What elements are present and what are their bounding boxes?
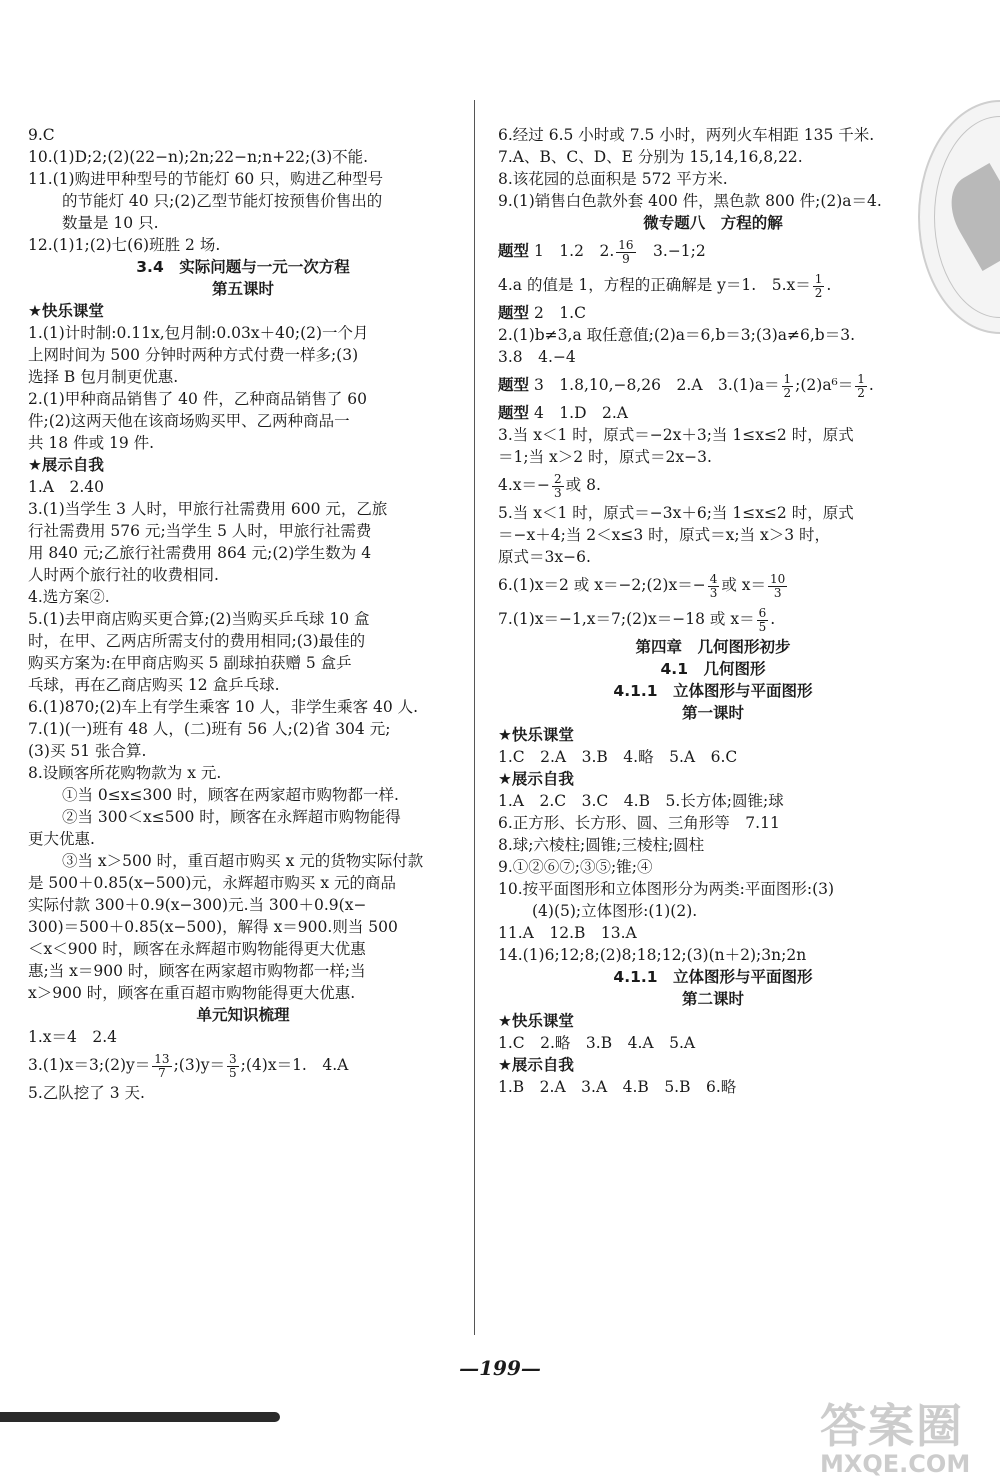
answer-line: 原式＝3x−6. (498, 548, 591, 566)
answer-line: 上网时间为 500 分钟时两种方式付费一样多;(3) (28, 346, 359, 364)
answer-line (498, 402, 928, 424)
answer-line: 3.当 x＜1 时，原式＝−2x＋3;当 1≤x≤2 时，原式 (498, 426, 854, 444)
answer-line: 8.该花园的总面积是 572 平方米. (498, 170, 728, 188)
answer-line: 实际付款 300＋0.9(x−300)元.当 300＋0.9(x− (28, 896, 367, 914)
section-heading: 4.1.1 立体图形与平面图形 (613, 682, 813, 700)
numerator: 2 (554, 471, 562, 486)
answer-line: 乓球，再在乙商店购买 12 盒乒乓球. (28, 676, 280, 694)
answer-line: 惠;当 x＝900 时，顾客在两家超市购物都一样;当 (28, 962, 366, 980)
scan-edge-mark (0, 1412, 280, 1422)
answer-line (498, 268, 928, 302)
answer-line: 时，在甲、乙两店所需支付的费用相同;(3)最佳的 (28, 632, 366, 650)
fraction (552, 473, 564, 500)
numerator: 1 (783, 371, 792, 386)
answer-text: . (868, 376, 874, 394)
answer-line: 用 840 元;乙旅行社需费用 864 元;(2)学生数为 4 (28, 544, 372, 562)
subsection-heading: ★展示自我 (28, 456, 104, 474)
denominator: 2 (814, 285, 823, 300)
answer-line: ②当 300＜x≤500 时，顾客在永辉超市购物能得 (62, 808, 401, 826)
answer-line: 1.C 2.A 3.B 4.略 5.A 6.C (498, 748, 738, 766)
answer-line: 1.B 2.A 3.A 4.B 5.B 6.略 (498, 1078, 737, 1096)
answer-line: 选择 B 包月制更优惠. (28, 368, 179, 386)
answer-text: 4.a 的值是 1，方程的正确解是 y＝1. 5.x＝ (498, 276, 811, 294)
answer-line: 11.(1)购进甲种型号的节能灯 60 只，购进乙种型号 (28, 170, 384, 188)
subsection-heading: ★快乐课堂 (498, 1012, 574, 1030)
watermark-logo-text: 答案圈 (820, 1399, 964, 1453)
fraction (757, 607, 769, 634)
denominator: 3 (709, 585, 718, 600)
answer-line (498, 468, 928, 502)
answer-line: 5.当 x＜1 时，原式＝−3x＋6;当 1≤x≤2 时，原式 (498, 504, 854, 522)
numerator: 3 (229, 1051, 237, 1066)
answer-text: . (770, 610, 776, 628)
subsection-heading: ★展示自我 (498, 770, 574, 788)
answer-line: ③当 x＞500 时，重百超市购买 x 元的货物实际付款 (62, 852, 424, 870)
question-type-label: 题型 (498, 404, 530, 422)
answer-line: (4)(5);立体图形:(1)(2). (532, 902, 698, 920)
fraction (782, 373, 794, 400)
answer-line: 300)＝500＋0.85(x−500)，解得 x＝900.则当 500 (28, 918, 398, 936)
answer-line: 9.①②⑥⑦;③⑤;锥;④ (498, 858, 653, 876)
answer-line: 数量是 10 只. (62, 214, 159, 232)
section-heading: 4.1.1 立体图形与平面图形 (613, 968, 813, 986)
answer-line: 7.A、B、C、D、E 分别为 15,14,16,8,22. (498, 148, 803, 166)
answer-line: 9.C (28, 126, 55, 144)
answer-line: 购买方案为:在甲商店购买 5 副球拍获赠 5 盒乒 (28, 654, 352, 672)
section-heading: 单元知识梳理 (196, 1006, 290, 1024)
answer-line: 人时两个旅行社的收费相同. (28, 566, 219, 584)
lesson-heading: 第五课时 (211, 280, 274, 298)
answer-line: 1.A 2.40 (28, 478, 104, 496)
denominator: 2 (857, 385, 865, 400)
fraction (813, 273, 825, 300)
answer-line: 2.(1)甲种商品销售了 40 件，乙种商品销售了 60 (28, 390, 367, 408)
numerator: 6 (758, 605, 767, 620)
answer-text: 或 8. (565, 476, 601, 494)
answer-line: 1.(1)计时制:0.11x,包月制:0.03x＋40;(2)一个月 (28, 324, 369, 342)
fraction (152, 1053, 171, 1080)
answer-line: 3.(1)当学生 3 人时，甲旅行社需费用 600 元，乙旅 (28, 500, 388, 518)
answer-line: 件;(2)这两天他在该商场购买甲、乙两种商品一 (28, 412, 350, 430)
answer-line: 1.C 2.略 3.B 4.A 5.A (498, 1034, 696, 1052)
answer-text: 3.−1;2 (637, 242, 706, 260)
chapter-heading: 第四章 几何图形初步 (635, 638, 791, 656)
answer-line: (3)买 51 张合算. (28, 742, 147, 760)
denominator: 5 (758, 619, 767, 634)
answer-text: ;(4)x＝1. 4.A (240, 1056, 349, 1074)
right-column (498, 124, 928, 1098)
publisher-seal (918, 100, 1000, 334)
numerator: 1 (814, 271, 823, 286)
answer-line (498, 302, 928, 324)
question-type-label: 题型 (498, 376, 530, 394)
answer-line: 10.(1)D;2;(2)(22−n);2n;22−n;n+22;(3)不能. (28, 148, 369, 166)
page-number: —199— (459, 1356, 541, 1380)
section-heading: 微专题八 方程的解 (643, 214, 783, 232)
answer-line: 9.(1)销售白色款外套 400 件，黑色款 800 件;(2)a＝4. (498, 192, 882, 210)
answer-line: 2.(1)b≠3,a 取任意值;(2)a＝6,b＝3;(3)a≠6,b＝3. (498, 326, 856, 344)
lesson-heading: 第一课时 (681, 704, 744, 722)
fraction (768, 573, 787, 600)
answer-line (498, 368, 928, 402)
answer-line: ＝1;当 x＞2 时，原式＝2x−3. (498, 448, 712, 466)
subsection-heading: ★展示自我 (498, 1056, 574, 1074)
answer-text: 3.(1)x＝3;(2)y＝ (28, 1056, 151, 1074)
answer-line: x＞900 时，顾客在重百超市购物能得更大优惠. (28, 984, 356, 1002)
answer-line: 1.A 2.C 3.C 4.B 5.长方体;圆锥;球 (498, 792, 784, 810)
answer-line: 共 18 件或 19 件. (28, 434, 155, 452)
answer-text: 4 1.D 2.A (529, 404, 629, 422)
answer-line: 行社需费用 576 元;当学生 5 人时，甲旅行社需费 (28, 522, 372, 540)
answer-text: 7.(1)x＝−1,x＝7;(2)x＝−18 或 x＝ (498, 610, 755, 628)
answer-line: 8.球;六棱柱;圆锥;三棱柱;圆柱 (498, 836, 705, 854)
answer-line: 6.经过 6.5 小时或 7.5 小时，两列火车相距 135 千米. (498, 126, 875, 144)
section-heading: 3.4 实际问题与一元一次方程 (136, 258, 350, 276)
answer-line: 11.A 12.B 13.A (498, 924, 637, 942)
answer-line: 4.选方案②. (28, 588, 110, 606)
answer-text: 或 x＝ (721, 576, 767, 594)
answer-line: 1.x＝4 2.4 (28, 1028, 118, 1046)
question-type-label: 题型 (498, 304, 530, 322)
subsection-heading: ★快乐课堂 (28, 302, 104, 320)
fraction (855, 373, 867, 400)
answer-line: ＜x＜900 时，顾客在永辉超市购物能得更大优惠 (28, 940, 366, 958)
answer-line: 的节能灯 40 只;(2)乙型节能灯按预售价售出的 (62, 192, 383, 210)
fraction (616, 239, 635, 266)
answer-text: 3 1.8,10,−8,26 2.A 3.(1)a＝ (529, 376, 780, 394)
denominator: 3 (773, 585, 782, 600)
question-type-label: 题型 (498, 242, 530, 260)
denominator: 2 (783, 385, 792, 400)
answer-line: 12.(1)1;(2)七(6)班胜 2 场. (28, 236, 221, 254)
answer-line: 10.按平面图形和立体图形分为两类:平面图形:(3) (498, 880, 835, 898)
answer-line: 更大优惠. (28, 830, 95, 848)
answer-line: 6.正方形、长方形、圆、三角形等 7.11 (498, 814, 780, 832)
answer-line: 5.(1)去甲商店购买更合算;(2)当购买乒乓球 10 盒 (28, 610, 370, 628)
numerator: 10 (770, 571, 786, 586)
answer-text: ;(3)y＝ (173, 1056, 226, 1074)
subsection-heading: ★快乐课堂 (498, 726, 574, 744)
answer-line: 5.乙队挖了 3 天. (28, 1084, 145, 1102)
answer-line: 7.(1)(一)班有 48 人，(二)班有 56 人;(2)省 304 元; (28, 720, 391, 738)
section-heading: 4.1 几何图形 (660, 660, 766, 678)
denominator: 3 (554, 485, 562, 500)
denominator: 9 (622, 251, 630, 266)
answer-text: 1 1.2 2. (529, 242, 615, 260)
answer-line (28, 1048, 458, 1082)
answer-line: 3.8 4.−4 (498, 348, 576, 366)
answer-text: 2 1.C (529, 304, 586, 322)
answer-line: ①当 0≤x≤300 时，顾客在两家超市购物都一样. (62, 786, 399, 804)
answer-line: ＝−x＋4;当 2＜x≤3 时，原式＝x;当 x＞3 时， (498, 526, 831, 544)
answer-line (498, 602, 928, 636)
answer-line: 是 500＋0.85(x−500)元，永辉超市购买 x 元的商品 (28, 874, 397, 892)
denominator: 5 (229, 1065, 237, 1080)
watermark-url: MXQE.COM (820, 1450, 971, 1478)
answer-text: ;(2)a⁶＝ (795, 376, 854, 394)
denominator: 7 (158, 1065, 166, 1080)
numerator: 13 (154, 1051, 170, 1066)
answer-text: 4.x＝− (498, 476, 551, 494)
answer-line (498, 234, 928, 268)
answer-line: 14.(1)6;12;8;(2)8;18;12;(3)(n＋2);3n;2n (498, 946, 807, 964)
numerator: 16 (618, 237, 634, 252)
left-column (28, 124, 458, 1104)
column-divider (474, 100, 475, 1335)
fraction (708, 573, 720, 600)
numerator: 1 (857, 371, 865, 386)
fraction (227, 1053, 239, 1080)
answer-text: . (826, 276, 832, 294)
answer-line: 6.(1)870;(2)车上有学生乘客 10 人，非学生乘客 40 人. (28, 698, 419, 716)
answer-text: 6.(1)x＝2 或 x＝−2;(2)x＝− (498, 576, 706, 594)
numerator: 4 (709, 571, 718, 586)
answer-line: 8.设顾客所花购物款为 x 元. (28, 764, 222, 782)
answer-line (498, 568, 928, 602)
lesson-heading: 第二课时 (681, 990, 744, 1008)
site-watermark (820, 1390, 990, 1478)
